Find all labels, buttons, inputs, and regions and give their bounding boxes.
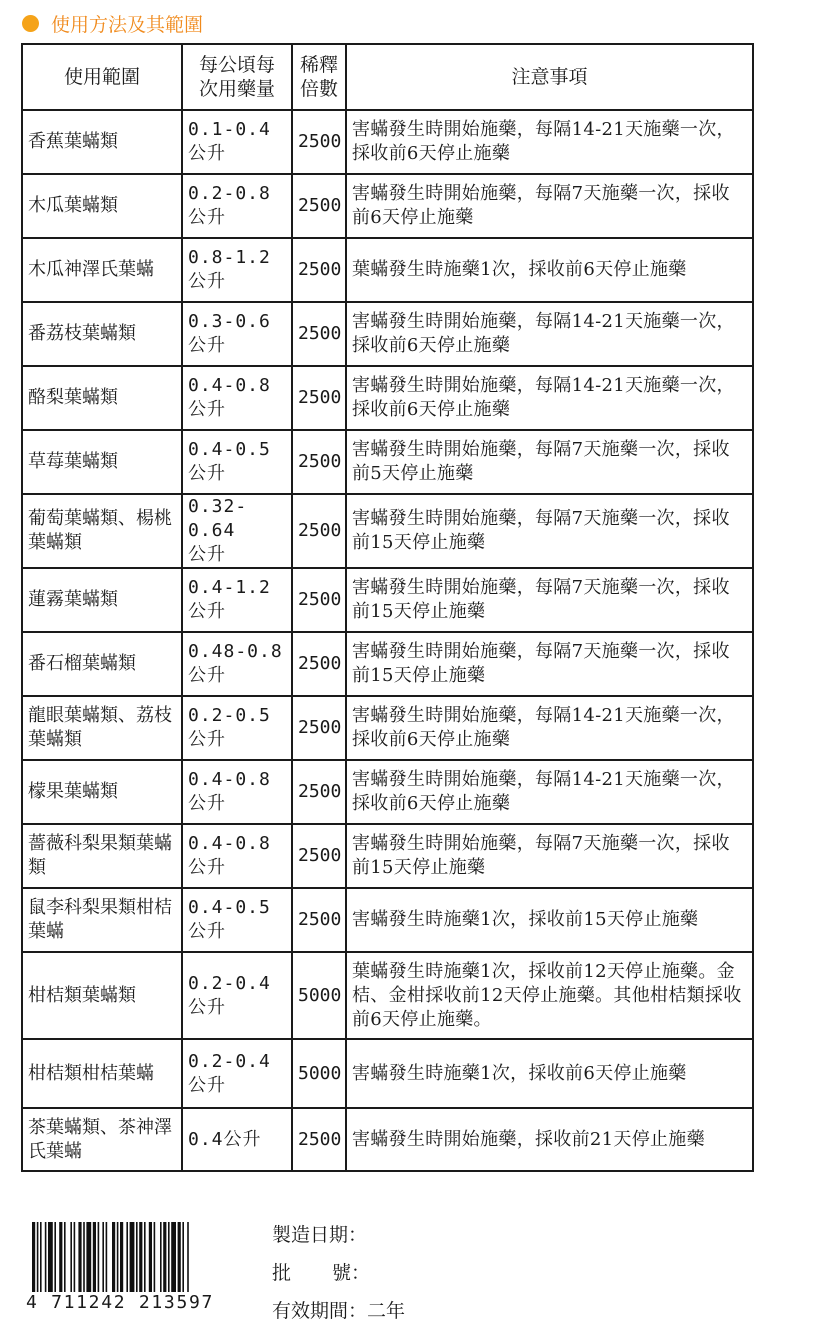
barcode-bar: [117, 1222, 119, 1292]
cell-rate: [182, 632, 292, 696]
cell-rate-line: 0.2-0.4: [188, 1050, 271, 1072]
cell-range: 番荔枝葉蟎類: [22, 302, 182, 366]
barcode-bar: [70, 1222, 72, 1292]
cell-notes: 害蟎發生時開始施藥，每隔14-21天施藥一次，採收前6天停止施藥: [346, 302, 753, 366]
cell-rate: [182, 430, 292, 494]
cell-rate-line: 公升: [188, 399, 226, 420]
cell-rate: [182, 494, 292, 568]
barcode-bar: [102, 1222, 104, 1292]
cell-rate-line: 0.4公升: [188, 1128, 262, 1150]
barcode-bar: [168, 1222, 170, 1292]
barcode-bar: [149, 1222, 152, 1292]
table-header-row: [22, 44, 753, 110]
header-rate-line2: 次用藥量: [198, 78, 275, 100]
cell-notes: 害蟎發生時開始施藥，每隔7天施藥一次，採收前15天停止施藥: [346, 494, 753, 568]
barcode-bar: [74, 1222, 76, 1292]
cell-rate-line: 公升: [188, 1074, 226, 1096]
cell-rate: [182, 238, 292, 302]
header-rate-line1: 每公頃每: [198, 54, 275, 76]
cell-notes: 害蟎發生時開始施藥，採收前21天停止施藥: [346, 1108, 753, 1171]
cell-dilution: 2500: [292, 760, 346, 824]
cell-rate: [182, 174, 292, 238]
cell-rate-line: 公升: [188, 463, 226, 484]
cell-rate-line: 0.4-0.8: [188, 833, 271, 854]
cell-rate-line: 0.3-0.6: [188, 311, 271, 332]
table-row: [22, 568, 753, 632]
cell-rate-line: 0.1-0.4: [188, 119, 271, 140]
barcode-bar: [98, 1222, 100, 1292]
barcode-bar: [78, 1222, 81, 1292]
cell-rate-line: 0.4-0.5: [188, 897, 271, 918]
cell-rate: [182, 110, 292, 174]
cell-notes: 害蟎發生時開始施藥，每隔14-21天施藥一次，採收前6天停止施藥: [346, 696, 753, 760]
cell-rate-line: 公升: [188, 601, 226, 622]
table-row: [22, 366, 753, 430]
cell-range: 檬果葉蟎類: [22, 760, 182, 824]
barcode-bar: [112, 1222, 115, 1292]
cell-dilution: 2500: [292, 110, 346, 174]
cell-dilution: 2500: [292, 238, 346, 302]
table-row: [22, 632, 753, 696]
expiry-row: [272, 1292, 405, 1330]
cell-range: 酪梨葉蟎類: [22, 366, 182, 430]
barcode-image: [32, 1222, 244, 1294]
cell-rate-line: 0.2-0.5: [188, 705, 271, 726]
table-row: [22, 952, 753, 1039]
cell-rate-line: 公升: [188, 665, 226, 686]
cell-range: 龍眼葉蟎類、荔枝葉蟎類: [22, 696, 182, 760]
cell-rate: [182, 1039, 292, 1108]
header-range: 使用範圍: [22, 44, 182, 110]
cell-rate-line: 公升: [188, 857, 226, 878]
header-rate: [182, 44, 292, 110]
table-row: [22, 1108, 753, 1171]
barcode-digits: 4 711242 213597: [26, 1292, 215, 1313]
cell-range: 茶葉蟎類、茶神澤氏葉蟎: [22, 1108, 182, 1171]
barcode-bar: [54, 1222, 56, 1292]
table-row: [22, 430, 753, 494]
cell-rate-line: 0.2-0.4: [188, 972, 271, 994]
bullet-dot-icon: [22, 15, 39, 32]
cell-notes: 害蟎發生時開始施藥，每隔14-21天施藥一次，採收前6天停止施藥: [346, 110, 753, 174]
table-row: [22, 302, 753, 366]
cell-rate: [182, 366, 292, 430]
barcode-bar: [48, 1222, 53, 1292]
expiry-label: 有效期間：: [272, 1300, 368, 1322]
cell-rate-line: 公升: [188, 793, 226, 814]
cell-rate: [182, 824, 292, 888]
barcode-bar: [178, 1222, 181, 1292]
header-dilution-line1: 稀釋: [299, 54, 338, 76]
barcode-bar: [144, 1222, 146, 1292]
cell-rate-line: 公升: [188, 207, 226, 228]
header-dilution: [292, 44, 346, 110]
barcode-bar: [160, 1222, 162, 1292]
cell-range: 柑桔類柑桔葉蟎: [22, 1039, 182, 1108]
cell-range: 葡萄葉蟎類、楊桃葉蟎類: [22, 494, 182, 568]
table-row: [22, 238, 753, 302]
cell-rate: [182, 888, 292, 952]
cell-dilution: 5000: [292, 1039, 346, 1108]
barcode-bar: [40, 1222, 42, 1292]
barcode-bar: [64, 1222, 66, 1292]
cell-range: 香蕉葉蟎類: [22, 110, 182, 174]
cell-notes: 害蟎發生時開始施藥，每隔7天施藥一次，採收前5天停止施藥: [346, 430, 753, 494]
barcode-bar: [136, 1222, 138, 1292]
barcode-bar: [171, 1222, 176, 1292]
cell-rate-line: 0.48-0.8: [188, 641, 283, 662]
cell-rate-line: 0.4-0.5: [188, 439, 271, 460]
batch-label-left: 批: [272, 1262, 292, 1284]
cell-rate-line: 0.4-0.8: [188, 769, 271, 790]
table-row: [22, 174, 753, 238]
cell-notes: 害蟎發生時開始施藥，每隔14-21天施藥一次，採收前6天停止施藥: [346, 366, 753, 430]
barcode-bar: [139, 1222, 142, 1292]
cell-range: 木瓜葉蟎類: [22, 174, 182, 238]
cell-rate: [182, 302, 292, 366]
cell-notes: 害蟎發生時開始施藥，每隔14-21天施藥一次，採收前6天停止施藥: [346, 760, 753, 824]
barcode-bar: [187, 1222, 189, 1292]
table-row: [22, 888, 753, 952]
cell-rate: [182, 696, 292, 760]
barcode-bar: [37, 1222, 39, 1292]
cell-rate: [182, 760, 292, 824]
batch-row: [272, 1254, 405, 1292]
cell-dilution: 2500: [292, 824, 346, 888]
cell-range: 鼠李科梨果類柑桔葉蟎: [22, 888, 182, 952]
cell-rate-line: 公升: [188, 271, 226, 292]
barcode-bar: [106, 1222, 108, 1292]
cell-dilution: 2500: [292, 568, 346, 632]
cell-dilution: 2500: [292, 494, 346, 568]
barcode-bar: [93, 1222, 96, 1292]
cell-rate-line: 公升: [188, 335, 226, 356]
cell-range: 木瓜神澤氏葉蟎: [22, 238, 182, 302]
barcode-bar: [120, 1222, 123, 1292]
cell-notes: 害蟎發生時施藥1次，採收前6天停止施藥: [346, 1039, 753, 1108]
table-row: [22, 110, 753, 174]
cell-notes: 葉蟎發生時施藥1次，採收前12天停止施藥。金桔、金柑採收前12天停止施藥。其他柑桔類採收前6天停止施藥。: [346, 952, 753, 1039]
footer: [24, 1220, 784, 1320]
cell-dilution: 5000: [292, 952, 346, 1039]
manufacture-date-row: [272, 1216, 405, 1254]
cell-rate-line: 0.2-0.8: [188, 183, 271, 204]
cell-rate-line: 公升: [188, 996, 226, 1018]
table-row: [22, 824, 753, 888]
manufacture-date-label: 製造日期：: [272, 1224, 368, 1246]
barcode-bar: [86, 1222, 91, 1292]
cell-notes: 害蟎發生時開始施藥，每隔7天施藥一次，採收前15天停止施藥: [346, 824, 753, 888]
cell-range: 草莓葉蟎類: [22, 430, 182, 494]
table-row: [22, 494, 753, 568]
cell-range: 番石榴葉蟎類: [22, 632, 182, 696]
barcode-bar: [59, 1222, 62, 1292]
cell-rate-line: 公升: [188, 729, 226, 750]
cell-dilution: 2500: [292, 1108, 346, 1171]
cell-dilution: 2500: [292, 174, 346, 238]
cell-rate-line: 公升: [188, 544, 226, 565]
cell-rate-line: 0.8-1.2: [188, 247, 271, 268]
cell-rate: [182, 568, 292, 632]
cell-notes: 害蟎發生時開始施藥，每隔7天施藥一次，採收前15天停止施藥: [346, 568, 753, 632]
batch-label-right: 號：: [331, 1262, 370, 1284]
header-dilution-line2: 倍數: [299, 78, 338, 100]
cell-notes: 害蟎發生時施藥1次，採收前15天停止施藥: [346, 888, 753, 952]
cell-rate: [182, 952, 292, 1039]
barcode-bar: [45, 1222, 47, 1292]
product-info: [272, 1216, 405, 1330]
cell-rate-line: 公升: [188, 143, 226, 164]
cell-rate-line: 0.4-1.2: [188, 577, 271, 598]
cell-rate-line: 公升: [188, 921, 226, 942]
cell-dilution: 2500: [292, 366, 346, 430]
header-notes: 注意事項: [346, 44, 753, 110]
cell-notes: 害蟎發生時開始施藥，每隔7天施藥一次，採收前15天停止施藥: [346, 632, 753, 696]
cell-range: 蓮霧葉蟎類: [22, 568, 182, 632]
expiry-value: 二年: [367, 1300, 406, 1322]
section-title: 使用方法及其範圍: [51, 13, 204, 36]
batch-label: [272, 1254, 370, 1292]
cell-dilution: 2500: [292, 696, 346, 760]
cell-range: 薔薇科梨果類葉蟎類: [22, 824, 182, 888]
cell-notes: 葉蟎發生時施藥1次，採收前6天停止施藥: [346, 238, 753, 302]
barcode-bar: [83, 1222, 85, 1292]
section-heading: [22, 10, 203, 36]
barcode-bar: [32, 1222, 35, 1292]
cell-rate-line: 0.32-0.64: [188, 496, 248, 541]
barcode-bar: [182, 1222, 184, 1292]
barcode-bar: [163, 1222, 166, 1292]
table-row: [22, 760, 753, 824]
cell-range: 柑桔類葉蟎類: [22, 952, 182, 1039]
cell-rate-line: 0.4-0.8: [188, 375, 271, 396]
cell-notes: 害蟎發生時開始施藥，每隔7天施藥一次，採收前6天停止施藥: [346, 174, 753, 238]
barcode-bar: [154, 1222, 156, 1292]
cell-dilution: 2500: [292, 302, 346, 366]
usage-table: [21, 43, 754, 1172]
table-row: [22, 696, 753, 760]
cell-rate: [182, 1108, 292, 1171]
cell-dilution: 2500: [292, 430, 346, 494]
table-row: [22, 1039, 753, 1108]
barcode-bar: [126, 1222, 128, 1292]
cell-dilution: 2500: [292, 632, 346, 696]
cell-dilution: 2500: [292, 888, 346, 952]
barcode-bar: [130, 1222, 135, 1292]
